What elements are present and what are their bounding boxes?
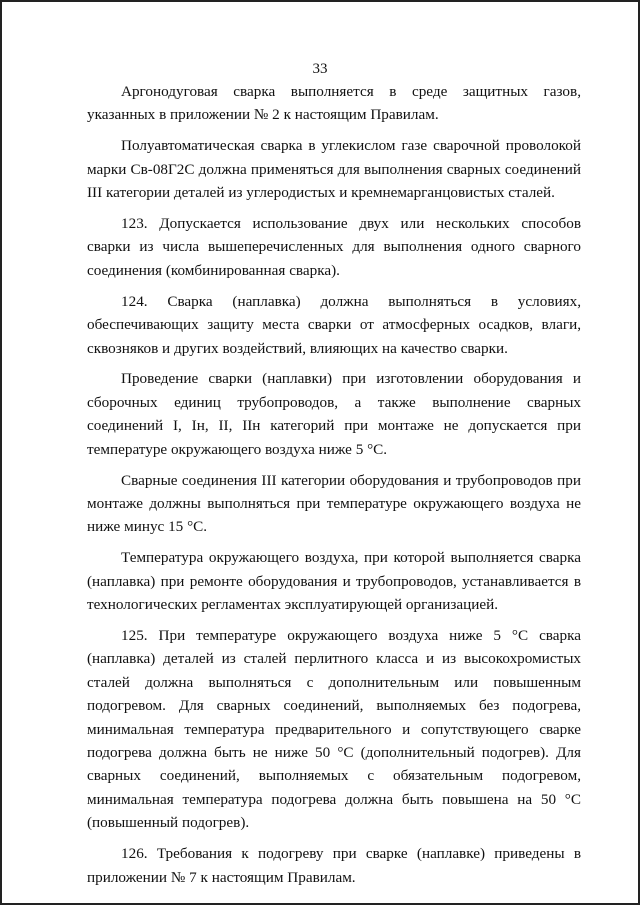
document-body bbox=[87, 80, 581, 897]
paragraph-category-three-temperature: Сварные соединения III категории оборудования и трубопроводов при монтаже должны выполняться при температуре окружающего воздуха не ниже минус 15 °С. bbox=[87, 471, 581, 536]
paragraph-126-preheating-requirements: 126. Требования к подогреву при сварке (наплавке) приведены в приложении № 7 к настоящим Правилам. bbox=[87, 845, 581, 886]
paragraph-repair-temperature: Температура окружающего воздуха, при которой выполняется сварка (наплавка) при ремонте оборудования и трубопроводов, устанавливается в технологических регламентах эксплуатирующей организацией. bbox=[87, 549, 581, 614]
paragraph-123-combined-welding: 123. Допускается использование двух или нескольких способов сварки из числа вышеперечисленных для выполнения одного сварного соединения (комбинированная сварка). bbox=[87, 215, 581, 279]
paragraph-125-preheating: 125. При температуре окружающего воздуха ниже 5 °С сварка (наплавка) деталей из сталей перлитного класса и из высокохромистых сталей должна выполняться с дополнительным или повышенным подогревом. Для сварных соединений, выполняемых без подогрева, минимальная температура предварительного и сопутствующего сварке подогрева должна быть не ниже 50 °С (дополнительный подогрев). Для сварных соединений, выполняемых с обязательным подогревом, минимальная температура подогрева должна быть повышена на 50 °С (повышенный подогрев). bbox=[87, 627, 581, 832]
paragraph-argon-welding: Аргонодуговая сварка выполняется в среде защитных газов, указанных в приложении № 2 к настоящим Правилам. bbox=[87, 83, 581, 124]
paragraph-124-weather-protection: 124. Сварка (наплавка) должна выполняться в условиях, обеспечивающих защиту места сварки от атмосферных осадков, влаги, сквозняков и других воздействий, влияющих на качество сварки. bbox=[87, 292, 581, 357]
paragraph-semiautomatic-welding: Полуавтоматическая сварка в углекислом газе сварочной проволокой марки Св-08Г2С должна применяться для выполнения сварных соединений III категории деталей из углеродистых и кремнемарганцовистых сталей. bbox=[87, 137, 581, 202]
page-number: 33 bbox=[312, 61, 328, 77]
paragraph-min-temperature-manufacturing: Проведение сварки (наплавки) при изготовлении оборудования и сборочных единиц трубопроводов, а также выполнение сварных соединений I, Iн, II, IIн категорий при монтаже не допускается при температуре окружающего воздуха ниже 5 °С. bbox=[87, 370, 581, 458]
